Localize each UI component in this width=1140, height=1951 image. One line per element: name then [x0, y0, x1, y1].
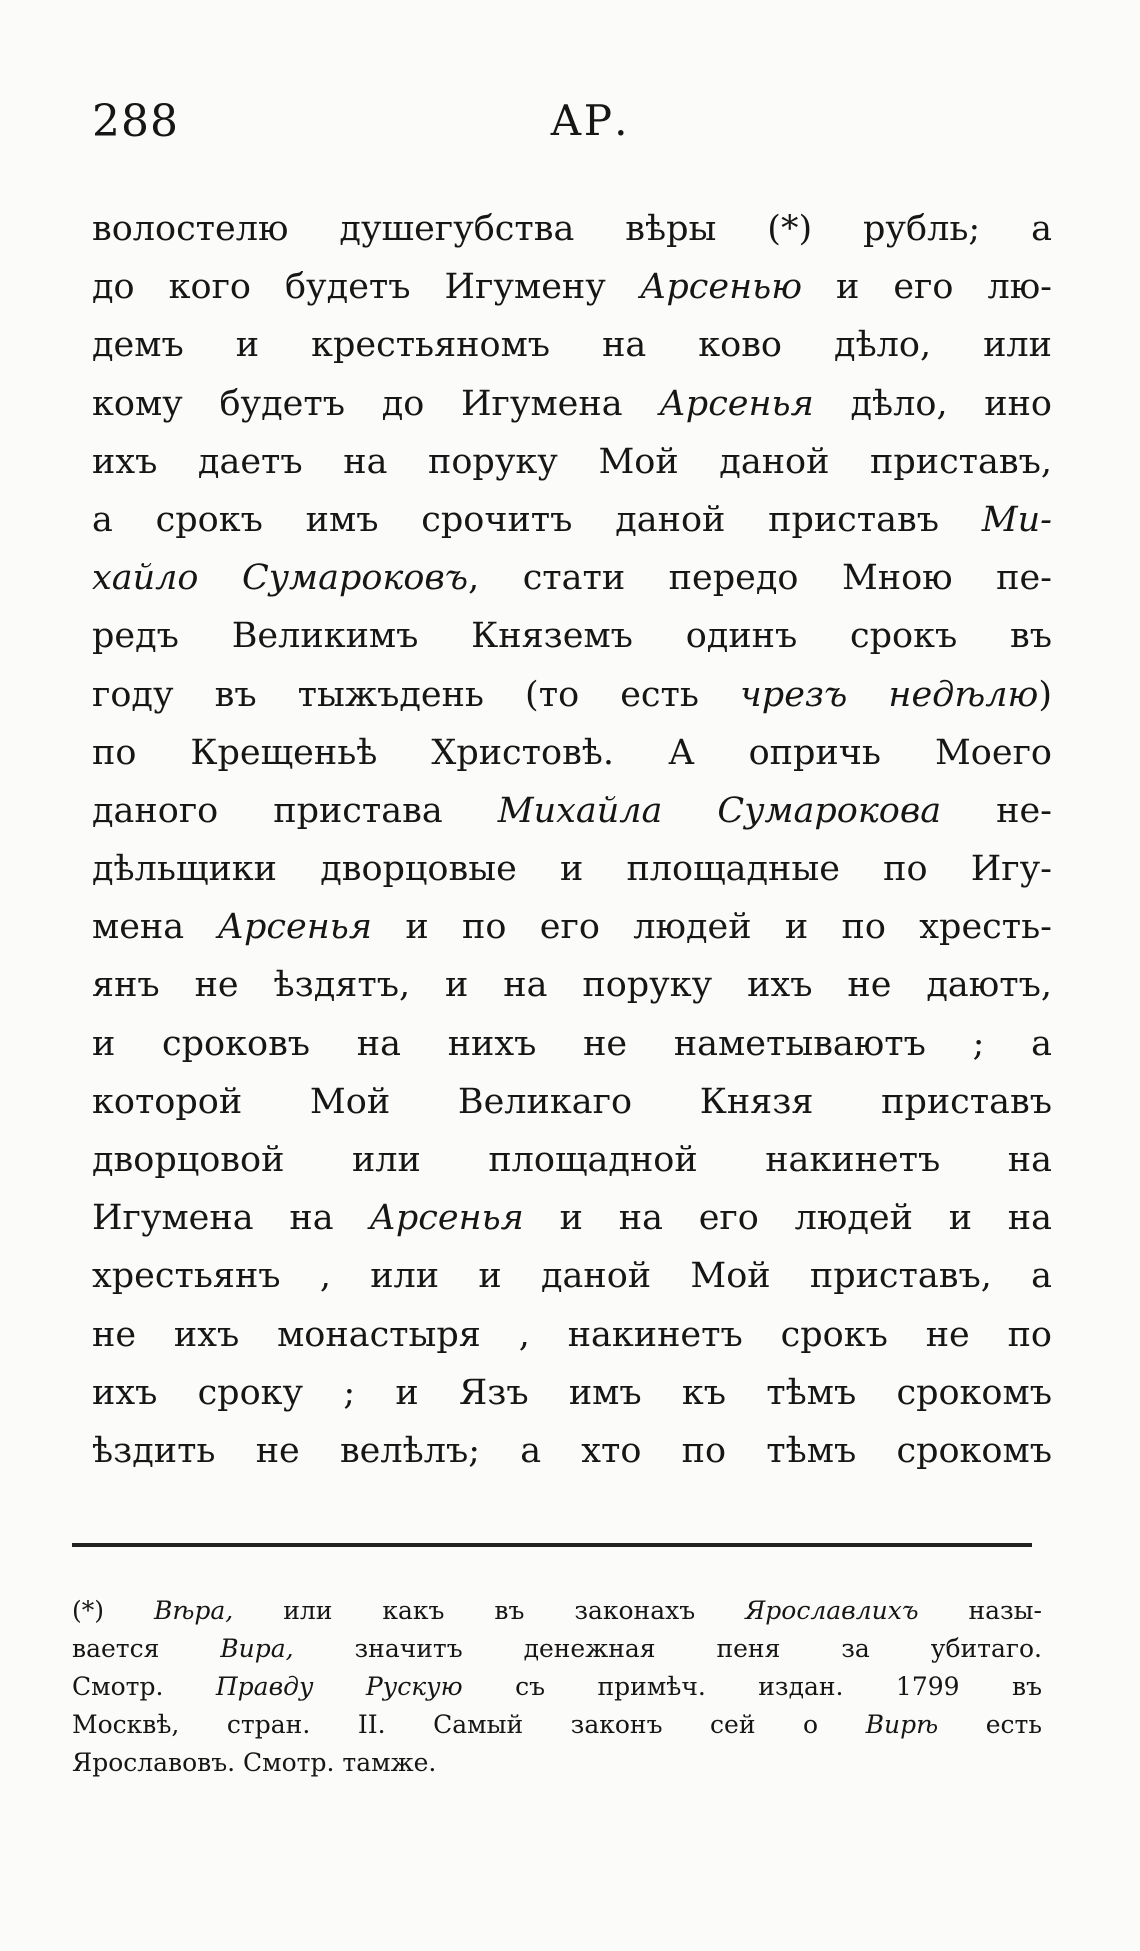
text-line [92, 666, 1052, 724]
text-run: даного пристава [92, 790, 498, 831]
text-run: есть [938, 1710, 1042, 1739]
text-run: дѣльщики дворцовые и площадные по Игу- [92, 849, 1052, 890]
text-run: хрестьянъ , или и даной Мой приставъ, а [92, 1256, 1052, 1297]
text-line [92, 1015, 1052, 1073]
text-line [92, 491, 1052, 549]
text-run: значитъ денежная пеня за убитаго. [293, 1634, 1042, 1663]
text-run: съ примѣч. издан. 1799 въ [462, 1672, 1042, 1701]
text-run: Ярославовъ. Смотр. тамже. [72, 1748, 437, 1777]
text-line [92, 200, 1052, 258]
text-line [92, 724, 1052, 782]
footnote-line [72, 1706, 1042, 1744]
text-run: ѣздить не велѣлъ; а хто по тѣмъ срокомъ [92, 1430, 1052, 1471]
text-line [92, 1306, 1052, 1364]
text-run: Ми- [981, 499, 1052, 540]
text-line [92, 782, 1052, 840]
text-run: вается [72, 1634, 221, 1663]
text-run: а срокъ имъ срочитъ даной приставъ [92, 499, 982, 540]
text-line [92, 433, 1052, 491]
text-run: дѣло, ино [813, 383, 1052, 424]
text-run: ихъ сроку ; и Язъ имъ къ тѣмъ срокомъ [92, 1372, 1052, 1413]
text-run: Правду Рускую [215, 1672, 463, 1701]
text-run: Игумена на [92, 1198, 370, 1239]
footnote [72, 1592, 1042, 1782]
text-run: которой Мой Великаго Князя приставъ [92, 1081, 1052, 1122]
running-title: АР. [550, 96, 630, 145]
main-text [92, 200, 1052, 1480]
text-run: Москвѣ, стран. II. Самый законъ сей о [72, 1710, 866, 1739]
text-run: до кого будетъ Игумену [92, 267, 640, 308]
text-run: ) [1038, 674, 1052, 715]
text-run: Вира, [220, 1634, 294, 1663]
text-run: янъ не ѣздятъ, и на поруку ихъ не даютъ, [92, 965, 1052, 1006]
text-run: и сроковъ на нихъ не наметываютъ ; а [92, 1023, 1052, 1064]
footnote-line [72, 1744, 1042, 1782]
text-line [92, 316, 1052, 374]
text-run: не- [941, 790, 1052, 831]
text-line [92, 1131, 1052, 1189]
text-run: Арсенья [217, 907, 372, 948]
text-run: дворцовой или площадной накинетъ на [92, 1140, 1052, 1180]
text-run: не ихъ монастыря , накинетъ срокъ не по [92, 1314, 1052, 1355]
text-line [92, 375, 1052, 433]
text-run: кому будетъ до Игумена [92, 383, 660, 424]
text-run: Арсенья [659, 383, 814, 424]
text-line [92, 1247, 1052, 1305]
text-line [92, 898, 1052, 956]
text-run: Вирѣ [865, 1710, 939, 1739]
text-run: по Крещеньѣ Христовѣ. А опричь Моего [92, 732, 1052, 773]
text-line [92, 258, 1052, 316]
text-run: или какъ въ законахъ [233, 1596, 746, 1625]
running-head [92, 96, 1048, 156]
text-run: волостелю душегубства вѣры (*) рубль; а [92, 209, 1052, 249]
text-line [92, 1073, 1052, 1131]
text-line [92, 1364, 1052, 1422]
footnote-line [72, 1630, 1042, 1668]
text-run: хайло Сумароковъ [92, 558, 469, 599]
footnote-separator-rule [72, 1543, 1032, 1547]
text-line [92, 1422, 1052, 1480]
text-run: назы- [918, 1596, 1042, 1625]
text-run: и на его людей и на [523, 1198, 1052, 1239]
text-line [92, 549, 1052, 607]
text-run: мена [92, 907, 218, 948]
footnote-line [72, 1668, 1042, 1706]
text-line [92, 1189, 1052, 1247]
text-run: и его лю- [802, 267, 1052, 308]
text-line [92, 607, 1052, 665]
footnote-line [72, 1592, 1042, 1630]
text-run: Вѣра, [153, 1596, 234, 1625]
text-run: году въ тыжъдень (то есть [92, 674, 741, 715]
text-run: (*) [72, 1596, 154, 1625]
text-run: Арсенья [369, 1198, 524, 1239]
text-run: и по его людей и по хресть- [372, 907, 1052, 948]
text-run: Смотр. [72, 1672, 216, 1701]
text-line [92, 956, 1052, 1014]
text-run: Ярославлихъ [745, 1596, 919, 1625]
text-run: демъ и крестьяномъ на ково дѣло, или [92, 325, 1052, 366]
page-number: 288 [92, 96, 179, 147]
text-run: ихъ даетъ на поруку Мой даной приставъ, [92, 441, 1052, 482]
text-run: чрезъ недѣлю [740, 674, 1039, 715]
text-run: редъ Великимъ Княземъ одинъ срокъ въ [92, 616, 1052, 657]
text-run: Арсенью [639, 267, 803, 308]
text-run: Михайла Сумарокова [497, 790, 942, 831]
text-run: , стати передо Мною пе- [468, 558, 1052, 599]
text-line [92, 840, 1052, 898]
